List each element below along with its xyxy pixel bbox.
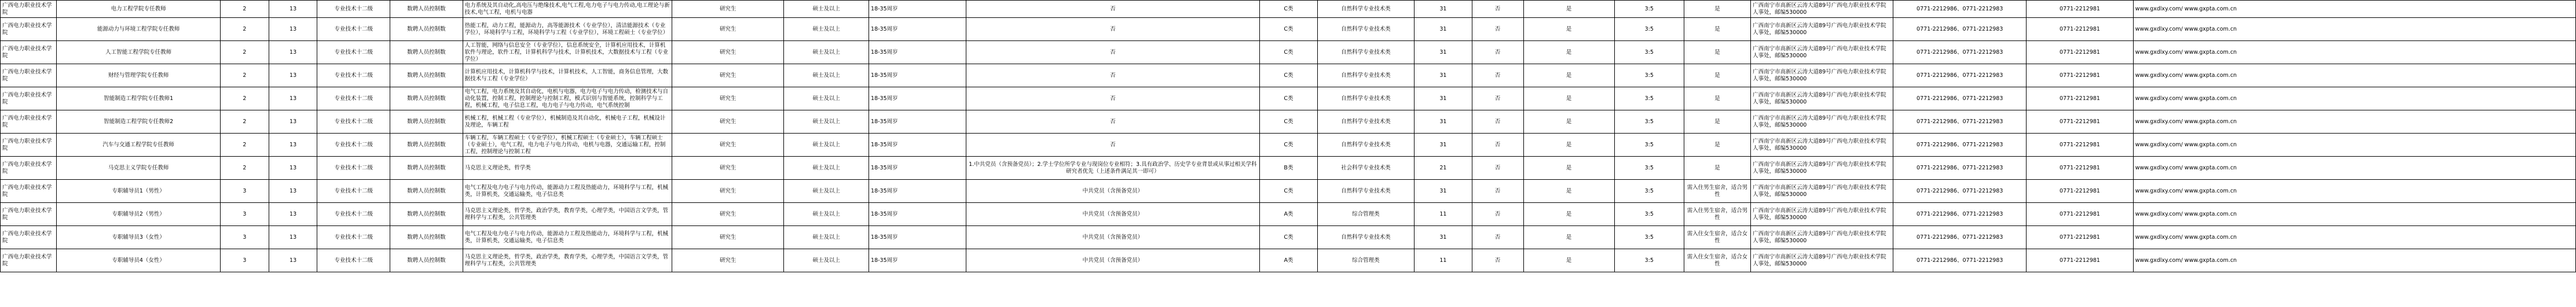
position-level-cell: 专业技术十二级 xyxy=(317,64,390,87)
degree-cell: 硕士及以上 xyxy=(784,249,869,272)
interview-cell: 是 xyxy=(1523,87,1614,110)
category-cell: C类 xyxy=(1260,1,1317,18)
other-cell: 是 xyxy=(1684,18,1750,41)
category-cell: C类 xyxy=(1260,134,1317,157)
ratio-cell: 3:5 xyxy=(1614,249,1684,272)
phone-cell: 0771-2212986、0771-2212983 xyxy=(1893,87,2027,110)
unit-cell: 广西电力职业技术学院 xyxy=(1,87,57,110)
interview-cell: 是 xyxy=(1523,18,1614,41)
degree-cell: 硕士及以上 xyxy=(784,134,869,157)
unit-cell: 广西电力职业技术学院 xyxy=(1,64,57,87)
exam-code-cell: 31 xyxy=(1415,226,1472,249)
table-row xyxy=(1,18,2576,41)
exam-type-cell: 自然科学专业技术类 xyxy=(1317,64,1414,87)
staffing-cell: 数聘人员控制数 xyxy=(390,134,463,157)
major-cell: 电气工程及电力电子与电力传动，能源动力工程及热能动力，环境科学与工程，机械类，计算机类，交通运输类，电子信息类 xyxy=(463,226,672,249)
exam-type-cell: 自然科学专业技术类 xyxy=(1317,180,1414,203)
exam-code-cell: 31 xyxy=(1415,87,1472,110)
position-level-cell: 专业技术十二级 xyxy=(317,87,390,110)
fax-cell: 0771-2212981 xyxy=(2027,64,2133,87)
post-cell: 专职辅导员3（女性） xyxy=(57,226,221,249)
headcount-cell: 3 xyxy=(220,226,269,249)
exam-code-cell: 11 xyxy=(1415,249,1472,272)
website-cell: www.gxdlxy.com/ www.gxpta.com.cn xyxy=(2133,64,2575,87)
written-exam-cell: 否 xyxy=(1472,18,1523,41)
code-cell: 13 xyxy=(269,87,317,110)
table-row xyxy=(1,157,2576,180)
code-cell: 13 xyxy=(269,64,317,87)
headcount-cell: 2 xyxy=(220,134,269,157)
phone-cell: 0771-2212986、0771-2212983 xyxy=(1893,41,2027,64)
website-cell: www.gxdlxy.com/ www.gxpta.com.cn xyxy=(2133,87,2575,110)
major-cell: 车辆工程，车辆工程硕士（专业学位），机械工程硕士（专业硕士），车辆工程硕士（专业硕士），电气工程，电力电子与电力传动，电机与电器，交通运输工程，控制工程，控制理论与控制工程 xyxy=(463,134,672,157)
degree-cell: 硕士及以上 xyxy=(784,87,869,110)
major-cell: 电力系统及其自动化,高电压与绝缘技术,电气工程,电力电子与电力传动,电工理论与新技术,电气工程，电机与电器 xyxy=(463,1,672,18)
exam-type-cell: 综合管理类 xyxy=(1317,203,1414,226)
exam-type-cell: 自然科学专业技术类 xyxy=(1317,134,1414,157)
written-exam-cell: 否 xyxy=(1472,110,1523,134)
age-cell: 18-35周岁 xyxy=(869,41,966,64)
table-row xyxy=(1,110,2576,134)
ratio-cell: 3:5 xyxy=(1614,41,1684,64)
phone-cell: 0771-2212986、0771-2212983 xyxy=(1893,203,2027,226)
position-level-cell: 专业技术十二级 xyxy=(317,203,390,226)
exam-code-cell: 31 xyxy=(1415,64,1472,87)
unit-cell: 广西电力职业技术学院 xyxy=(1,18,57,41)
phone-cell: 0771-2212986、0771-2212983 xyxy=(1893,226,2027,249)
education-cell: 研究生 xyxy=(672,157,784,180)
website-cell: www.gxdlxy.com/ www.gxpta.com.cn xyxy=(2133,18,2575,41)
headcount-cell: 2 xyxy=(220,87,269,110)
other-cell: 需入住女生宿舍，适合女性 xyxy=(1684,249,1750,272)
address-cell: 广西南宁市高新区云涛大道89号广西电力职业技术学院人事处，邮编530000 xyxy=(1751,87,1893,110)
major-cell: 马克思主义理论类，哲学类，政治学类，教育学类，心理学类，中国语言文学类，管理科学与工程类，公共管理类 xyxy=(463,249,672,272)
staffing-cell: 数聘人员控制数 xyxy=(390,157,463,180)
interview-cell: 是 xyxy=(1523,41,1614,64)
ratio-cell: 3:5 xyxy=(1614,157,1684,180)
address-cell: 广西南宁市高新区云涛大道89号广西电力职业技术学院人事处，邮编530000 xyxy=(1751,203,1893,226)
unit-cell: 广西电力职业技术学院 xyxy=(1,157,57,180)
phone-cell: 0771-2212986、0771-2212983 xyxy=(1893,18,2027,41)
code-cell: 13 xyxy=(269,180,317,203)
degree-cell: 硕士及以上 xyxy=(784,157,869,180)
phone-cell: 0771-2212986、0771-2212983 xyxy=(1893,157,2027,180)
table-row xyxy=(1,1,2576,18)
post-cell: 能源动力与环境工程学院专任教师 xyxy=(57,18,221,41)
ratio-cell: 3:5 xyxy=(1614,110,1684,134)
category-cell: C类 xyxy=(1260,180,1317,203)
written-exam-cell: 否 xyxy=(1472,41,1523,64)
other-cell: 需入住男生宿舍，适合男性 xyxy=(1684,203,1750,226)
interview-cell: 是 xyxy=(1523,110,1614,134)
unit-cell: 广西电力职业技术学院 xyxy=(1,41,57,64)
code-cell: 13 xyxy=(269,249,317,272)
website-cell: www.gxdlxy.com/ www.gxpta.com.cn xyxy=(2133,110,2575,134)
category-cell: C类 xyxy=(1260,18,1317,41)
other-cell: 是 xyxy=(1684,64,1750,87)
post-cell: 专职辅导员4（女性） xyxy=(57,249,221,272)
staffing-cell: 数聘人员控制数 xyxy=(390,180,463,203)
table-row xyxy=(1,226,2576,249)
degree-cell: 硕士及以上 xyxy=(784,64,869,87)
position-level-cell: 专业技术十二级 xyxy=(317,1,390,18)
table-row xyxy=(1,180,2576,203)
interview-cell: 是 xyxy=(1523,134,1614,157)
major-cell: 电气工程及电力电子与电力传动，能源动力工程及热能动力，环境科学与工程，机械类，计算机类，交通运输类，电子信息类 xyxy=(463,180,672,203)
exam-type-cell: 自然科学专业技术类 xyxy=(1317,18,1414,41)
address-cell: 广西南宁市高新区云涛大道89号广西电力职业技术学院人事处，邮编530000 xyxy=(1751,226,1893,249)
table-row xyxy=(1,41,2576,64)
degree-cell: 硕士及以上 xyxy=(784,110,869,134)
requirement-cell: 否 xyxy=(966,41,1260,64)
ratio-cell: 3:5 xyxy=(1614,18,1684,41)
code-cell: 13 xyxy=(269,226,317,249)
unit-cell: 广西电力职业技术学院 xyxy=(1,203,57,226)
website-cell: www.gxdlxy.com/ www.gxpta.com.cn xyxy=(2133,249,2575,272)
headcount-cell: 2 xyxy=(220,157,269,180)
ratio-cell: 3:5 xyxy=(1614,87,1684,110)
post-cell: 智能制造工程学院专任教师2 xyxy=(57,110,221,134)
education-cell: 研究生 xyxy=(672,226,784,249)
requirement-cell: 1.中共党员（含预备党员）；2.学士学位所学专业与现岗位专业相符；3.具有政治学、历史学专业背景或从事过相关学科研究者优先（上述条件满足其一即可） xyxy=(966,157,1260,180)
requirement-cell: 否 xyxy=(966,64,1260,87)
staffing-cell: 数聘人员控制数 xyxy=(390,41,463,64)
phone-cell: 0771-2212986、0771-2212983 xyxy=(1893,110,2027,134)
exam-code-cell: 21 xyxy=(1415,157,1472,180)
major-cell: 人工智能，网络与信息安全（专业学位），信息系统安全，计算机应用技术，计算机软件与理论，软件工程，计算机科学与技术，计算机技术，大数据技术与工程（专业学位） xyxy=(463,41,672,64)
category-cell: C类 xyxy=(1260,87,1317,110)
written-exam-cell: 否 xyxy=(1472,249,1523,272)
ratio-cell: 3:5 xyxy=(1614,203,1684,226)
written-exam-cell: 否 xyxy=(1472,64,1523,87)
phone-cell: 0771-2212986、0771-2212983 xyxy=(1893,180,2027,203)
website-cell: www.gxdlxy.com/ www.gxpta.com.cn xyxy=(2133,41,2575,64)
education-cell: 研究生 xyxy=(672,1,784,18)
education-cell: 研究生 xyxy=(672,203,784,226)
category-cell: A类 xyxy=(1260,249,1317,272)
address-cell: 广西南宁市高新区云涛大道89号广西电力职业技术学院人事处，邮编530000 xyxy=(1751,180,1893,203)
other-cell: 需入住男生宿舍，适合男性 xyxy=(1684,180,1750,203)
requirement-cell: 中共党员（含预备党员） xyxy=(966,249,1260,272)
education-cell: 研究生 xyxy=(672,110,784,134)
code-cell: 13 xyxy=(269,1,317,18)
degree-cell: 硕士及以上 xyxy=(784,226,869,249)
staffing-cell: 数聘人员控制数 xyxy=(390,64,463,87)
requirement-cell: 中共党员（含预备党员） xyxy=(966,203,1260,226)
post-cell: 专职辅导员2（男性） xyxy=(57,203,221,226)
address-cell: 广西南宁市高新区云涛大道89号广西电力职业技术学院人事处，邮编530000 xyxy=(1751,134,1893,157)
exam-type-cell: 自然科学专业技术类 xyxy=(1317,1,1414,18)
website-cell: www.gxdlxy.com/ www.gxpta.com.cn xyxy=(2133,180,2575,203)
code-cell: 13 xyxy=(269,41,317,64)
requirement-cell: 否 xyxy=(966,1,1260,18)
age-cell: 18-35周岁 xyxy=(869,134,966,157)
phone-cell: 0771-2212986、0771-2212983 xyxy=(1893,249,2027,272)
written-exam-cell: 否 xyxy=(1472,1,1523,18)
website-cell: www.gxdlxy.com/ www.gxpta.com.cn xyxy=(2133,157,2575,180)
code-cell: 13 xyxy=(269,18,317,41)
exam-code-cell: 31 xyxy=(1415,110,1472,134)
exam-type-cell: 自然科学专业技术类 xyxy=(1317,110,1414,134)
website-cell: www.gxdlxy.com/ www.gxpta.com.cn xyxy=(2133,134,2575,157)
exam-code-cell: 11 xyxy=(1415,203,1472,226)
fax-cell: 0771-2212981 xyxy=(2027,157,2133,180)
exam-code-cell: 31 xyxy=(1415,18,1472,41)
degree-cell: 硕士及以上 xyxy=(784,180,869,203)
education-cell: 研究生 xyxy=(672,87,784,110)
major-cell: 计算机应用技术，计算机科学与技术，计算机技术，人工智能，商务信息管理，大数据技术与工程（专业学位） xyxy=(463,64,672,87)
education-cell: 研究生 xyxy=(672,18,784,41)
headcount-cell: 2 xyxy=(220,110,269,134)
table-row xyxy=(1,203,2576,226)
ratio-cell: 3:5 xyxy=(1614,180,1684,203)
interview-cell: 是 xyxy=(1523,226,1614,249)
age-cell: 18-35周岁 xyxy=(869,157,966,180)
written-exam-cell: 否 xyxy=(1472,134,1523,157)
exam-type-cell: 社会科学专业技术类 xyxy=(1317,157,1414,180)
unit-cell: 广西电力职业技术学院 xyxy=(1,1,57,18)
requirement-cell: 否 xyxy=(966,18,1260,41)
fax-cell: 0771-2212981 xyxy=(2027,226,2133,249)
age-cell: 18-35周岁 xyxy=(869,1,966,18)
interview-cell: 是 xyxy=(1523,180,1614,203)
address-cell: 广西南宁市高新区云涛大道89号广西电力职业技术学院人事处，邮编530000 xyxy=(1751,18,1893,41)
position-level-cell: 专业技术十二级 xyxy=(317,157,390,180)
phone-cell: 0771-2212986、0771-2212983 xyxy=(1893,64,2027,87)
age-cell: 18-35周岁 xyxy=(869,87,966,110)
exam-type-cell: 自然科学专业技术类 xyxy=(1317,41,1414,64)
exam-code-cell: 31 xyxy=(1415,180,1472,203)
post-cell: 汽车与交通工程学院专任教师 xyxy=(57,134,221,157)
interview-cell: 是 xyxy=(1523,64,1614,87)
headcount-cell: 3 xyxy=(220,249,269,272)
ratio-cell: 3:5 xyxy=(1614,64,1684,87)
fax-cell: 0771-2212981 xyxy=(2027,87,2133,110)
degree-cell: 硕士及以上 xyxy=(784,18,869,41)
requirement-cell: 否 xyxy=(966,110,1260,134)
position-level-cell: 专业技术十二级 xyxy=(317,41,390,64)
code-cell: 13 xyxy=(269,134,317,157)
major-cell: 热能工程，动力工程，能源动力，高等能源技术（专业学位），清洁能源技术（专业学位），环境科学与工程，环境科学与工程（专业学位），环境工程硕士（专业学位） xyxy=(463,18,672,41)
major-cell: 电气工程，电力系统及其自动化，电机与电器，电力电子与电力传动，检测技术与自动化装置，控制工程，控制理论与控制工程，模式识别与智能系统，控制科学与工程，机械工程，电子信息工程，电力电子与电力传动，电气系统控制 xyxy=(463,87,672,110)
staffing-cell: 数聘人员控制数 xyxy=(390,18,463,41)
category-cell: A类 xyxy=(1260,203,1317,226)
category-cell: B类 xyxy=(1260,157,1317,180)
unit-cell: 广西电力职业技术学院 xyxy=(1,180,57,203)
headcount-cell: 3 xyxy=(220,180,269,203)
position-level-cell: 专业技术十二级 xyxy=(317,134,390,157)
unit-cell: 广西电力职业技术学院 xyxy=(1,110,57,134)
fax-cell: 0771-2212981 xyxy=(2027,18,2133,41)
address-cell: 广西南宁市高新区云涛大道89号广西电力职业技术学院人事处，邮编530000 xyxy=(1751,41,1893,64)
headcount-cell: 2 xyxy=(220,64,269,87)
ratio-cell: 3:5 xyxy=(1614,226,1684,249)
other-cell: 是 xyxy=(1684,1,1750,18)
written-exam-cell: 否 xyxy=(1472,157,1523,180)
table-row xyxy=(1,134,2576,157)
exam-type-cell: 自然科学专业技术类 xyxy=(1317,226,1414,249)
position-level-cell: 专业技术十二级 xyxy=(317,180,390,203)
phone-cell: 0771-2212986、0771-2212983 xyxy=(1893,1,2027,18)
post-cell: 智能制造工程学院专任教师1 xyxy=(57,87,221,110)
table-row xyxy=(1,87,2576,110)
position-level-cell: 专业技术十二级 xyxy=(317,249,390,272)
age-cell: 18-35周岁 xyxy=(869,110,966,134)
phone-cell: 0771-2212986、0771-2212983 xyxy=(1893,134,2027,157)
interview-cell: 是 xyxy=(1523,157,1614,180)
requirement-cell: 否 xyxy=(966,134,1260,157)
website-cell: www.gxdlxy.com/ www.gxpta.com.cn xyxy=(2133,203,2575,226)
age-cell: 18-35周岁 xyxy=(869,249,966,272)
other-cell: 是 xyxy=(1684,110,1750,134)
address-cell: 广西南宁市高新区云涛大道89号广西电力职业技术学院人事处，邮编530000 xyxy=(1751,1,1893,18)
staffing-cell: 数聘人员控制数 xyxy=(390,203,463,226)
requirement-cell: 中共党员（含预备党员） xyxy=(966,180,1260,203)
interview-cell: 是 xyxy=(1523,249,1614,272)
position-level-cell: 专业技术十二级 xyxy=(317,226,390,249)
exam-code-cell: 31 xyxy=(1415,1,1472,18)
exam-type-cell: 综合管理类 xyxy=(1317,249,1414,272)
fax-cell: 0771-2212981 xyxy=(2027,41,2133,64)
headcount-cell: 2 xyxy=(220,41,269,64)
age-cell: 18-35周岁 xyxy=(869,64,966,87)
education-cell: 研究生 xyxy=(672,134,784,157)
unit-cell: 广西电力职业技术学院 xyxy=(1,134,57,157)
category-cell: C类 xyxy=(1260,41,1317,64)
age-cell: 18-35周岁 xyxy=(869,226,966,249)
exam-code-cell: 31 xyxy=(1415,134,1472,157)
website-cell: www.gxdlxy.com/ www.gxpta.com.cn xyxy=(2133,226,2575,249)
education-cell: 研究生 xyxy=(672,180,784,203)
category-cell: C类 xyxy=(1260,64,1317,87)
code-cell: 13 xyxy=(269,203,317,226)
exam-type-cell: 自然科学专业技术类 xyxy=(1317,87,1414,110)
interview-cell: 是 xyxy=(1523,203,1614,226)
age-cell: 18-35周岁 xyxy=(869,180,966,203)
education-cell: 研究生 xyxy=(672,41,784,64)
staffing-cell: 数聘人员控制数 xyxy=(390,110,463,134)
unit-cell: 广西电力职业技术学院 xyxy=(1,226,57,249)
fax-cell: 0771-2212981 xyxy=(2027,249,2133,272)
post-cell: 电力工程学院专任教师 xyxy=(57,1,221,18)
address-cell: 广西南宁市高新区云涛大道89号广西电力职业技术学院人事处，邮编530000 xyxy=(1751,157,1893,180)
requirement-cell: 否 xyxy=(966,87,1260,110)
written-exam-cell: 否 xyxy=(1472,180,1523,203)
category-cell: C类 xyxy=(1260,226,1317,249)
fax-cell: 0771-2212981 xyxy=(2027,1,2133,18)
age-cell: 18-35周岁 xyxy=(869,18,966,41)
fax-cell: 0771-2212981 xyxy=(2027,180,2133,203)
unit-cell: 广西电力职业技术学院 xyxy=(1,249,57,272)
position-level-cell: 专业技术十二级 xyxy=(317,18,390,41)
other-cell: 是 xyxy=(1684,87,1750,110)
degree-cell: 硕士及以上 xyxy=(784,41,869,64)
degree-cell: 硕士及以上 xyxy=(784,203,869,226)
major-cell: 马克思主义理论类，哲学类，政治学类，教育学类，心理学类，中国语言文学类，管理科学与工程类，公共管理类 xyxy=(463,203,672,226)
education-cell: 研究生 xyxy=(672,64,784,87)
post-cell: 财经与管理学院专任教师 xyxy=(57,64,221,87)
category-cell: C类 xyxy=(1260,110,1317,134)
written-exam-cell: 否 xyxy=(1472,87,1523,110)
requirement-cell: 中共党员（含预备党员） xyxy=(966,226,1260,249)
staffing-cell: 数聘人员控制数 xyxy=(390,226,463,249)
address-cell: 广西南宁市高新区云涛大道89号广西电力职业技术学院人事处，邮编530000 xyxy=(1751,249,1893,272)
address-cell: 广西南宁市高新区云涛大道89号广西电力职业技术学院人事处，邮编530000 xyxy=(1751,110,1893,134)
post-cell: 专职辅导员1（男性） xyxy=(57,180,221,203)
other-cell: 是 xyxy=(1684,41,1750,64)
age-cell: 18-35周岁 xyxy=(869,203,966,226)
fax-cell: 0771-2212981 xyxy=(2027,203,2133,226)
other-cell: 需入住女生宿舍，适合女性 xyxy=(1684,226,1750,249)
code-cell: 13 xyxy=(269,157,317,180)
staffing-cell: 数聘人员控制数 xyxy=(390,87,463,110)
headcount-cell: 2 xyxy=(220,18,269,41)
address-cell: 广西南宁市高新区云涛大道89号广西电力职业技术学院人事处，邮编530000 xyxy=(1751,64,1893,87)
website-cell: www.gxdlxy.com/ www.gxpta.com.cn xyxy=(2133,1,2575,18)
fax-cell: 0771-2212981 xyxy=(2027,134,2133,157)
exam-code-cell: 31 xyxy=(1415,41,1472,64)
headcount-cell: 3 xyxy=(220,203,269,226)
staffing-cell: 数聘人员控制数 xyxy=(390,1,463,18)
written-exam-cell: 否 xyxy=(1472,226,1523,249)
position-level-cell: 专业技术十二级 xyxy=(317,110,390,134)
major-cell: 马克思主义理论类，哲学类 xyxy=(463,157,672,180)
other-cell: 是 xyxy=(1684,157,1750,180)
major-cell: 机械工程，机械工程（专业学位），机械制造及其自动化，机械电子工程，机械设计及理论，车辆工程 xyxy=(463,110,672,134)
ratio-cell: 3:5 xyxy=(1614,1,1684,18)
degree-cell: 硕士及以上 xyxy=(784,1,869,18)
fax-cell: 0771-2212981 xyxy=(2027,110,2133,134)
ratio-cell: 3:5 xyxy=(1614,134,1684,157)
post-cell: 马克思主义学院专任教师 xyxy=(57,157,221,180)
table-row xyxy=(1,249,2576,272)
interview-cell: 是 xyxy=(1523,1,1614,18)
staffing-cell: 数聘人员控制数 xyxy=(390,249,463,272)
code-cell: 13 xyxy=(269,110,317,134)
headcount-cell: 2 xyxy=(220,1,269,18)
education-cell: 研究生 xyxy=(672,249,784,272)
table-row xyxy=(1,64,2576,87)
other-cell: 是 xyxy=(1684,134,1750,157)
written-exam-cell: 否 xyxy=(1472,203,1523,226)
post-cell: 人工智能工程学院专任教师 xyxy=(57,41,221,64)
